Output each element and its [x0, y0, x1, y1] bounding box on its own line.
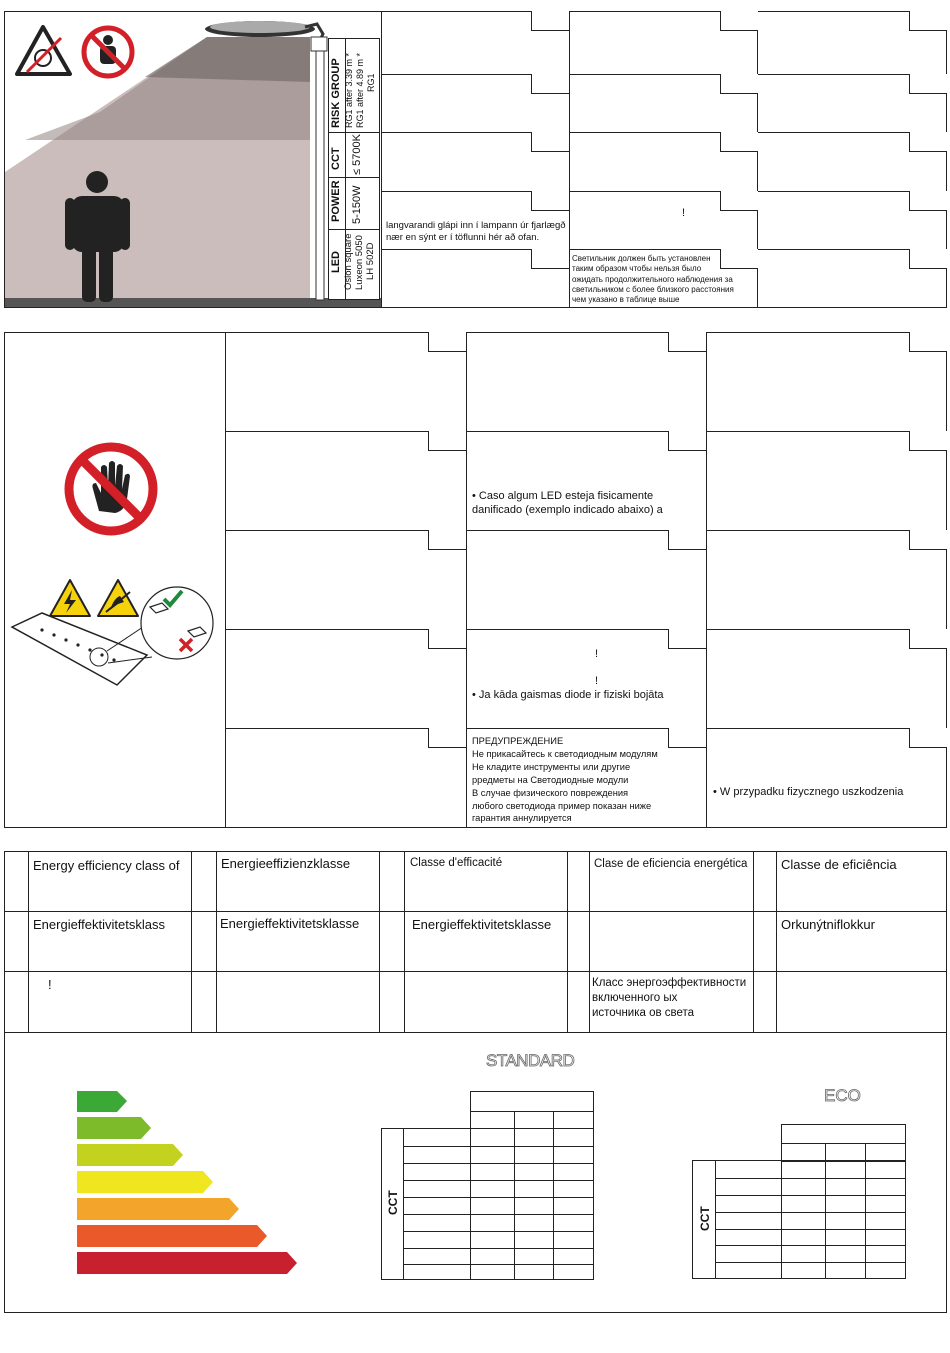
eco-cct-label: CCT: [698, 1206, 712, 1231]
label-de: Energieeffizienzklasse: [221, 856, 351, 871]
label-row3-exclaim: !: [48, 977, 52, 992]
led-value-2: Luxeon 5050: [354, 235, 365, 290]
led-value-3: LH 502D: [365, 242, 376, 280]
no-magnifier-warning-icon: [15, 24, 75, 80]
label-en: Energy efficiency class of: [33, 858, 180, 873]
energy-arrow-2: [77, 1117, 151, 1139]
standard-cct-label: CCT: [386, 1190, 400, 1215]
no-touch-icon: [63, 441, 159, 537]
exclaim-mark-2: !: [595, 675, 599, 687]
energy-arrow-1: [77, 1091, 127, 1112]
led-header: LED: [330, 251, 342, 273]
no-children-icon: [80, 24, 136, 80]
label-es: Clase de eficiencia energética: [594, 858, 748, 870]
glare-illustration: [5, 12, 382, 307]
risk-group-line-3: RG1: [366, 73, 376, 92]
risk-group-line-1: RG1 after 3.39 m *: [344, 52, 354, 128]
energy-class-scale: [77, 1089, 307, 1289]
risk-group-header: RISK GROUP: [330, 58, 342, 128]
latvian-warning: • Ja kāda gaismas diode ir fiziski bojāta: [472, 689, 664, 701]
portuguese-warning: • Caso algum LED esteja fisicamente danificado (exemplo indicado abaixo) a: [472, 490, 663, 516]
exclaim-mark-1: !: [595, 648, 599, 660]
power-header: POWER: [330, 180, 342, 222]
eco-table: [692, 1124, 907, 1280]
cct-header: CCT: [330, 147, 342, 170]
led-module-illustration: [12, 585, 222, 695]
cct-value: ≤ 5700K: [351, 134, 363, 175]
energy-arrow-4: [77, 1171, 213, 1193]
energy-arrow-3: [77, 1144, 183, 1166]
energy-arrow-5: [77, 1198, 239, 1220]
label-pt: Classe de eficiência: [781, 857, 897, 872]
power-value: 5-150W: [351, 185, 363, 224]
section3-grid: [5, 852, 946, 1033]
standard-table: [381, 1091, 595, 1281]
risk-group-line-2: RG1 after 4.89 m *: [355, 52, 365, 128]
label-sv: Energieffektivitetsklass: [33, 917, 165, 932]
energy-arrow-6: [77, 1225, 267, 1247]
energy-arrow-7: [77, 1252, 297, 1274]
label-no: Energieffektivitetsklasse: [220, 916, 360, 931]
exclaim-mark: !: [682, 207, 686, 219]
eco-title: ECO: [824, 1086, 861, 1105]
polish-warning: • W przypadku fizycznego uszkodzenia: [713, 786, 904, 798]
led-value-1: Oslon square: [343, 233, 354, 290]
label-is: Orkunýtniflokkur: [781, 917, 875, 932]
label-da: Energieffektivitetsklasse: [412, 917, 552, 932]
label-fr: Classe d'efficacité: [410, 857, 503, 869]
icelandic-warning: langvarandi glápi inn í lampann úr fjarlægð nær en sýnt er í töflunni hér að ofan.: [386, 220, 566, 243]
russian-handling-warning: ПРЕДУПРЕЖДЕНИЕ Не прикасайтесь к светодиодным модулям Не кладите инструменты или другие pредметы на Светодиодные модули В случае физического повреждения любого светодиода пример показан ниже гарантия аннулируется: [472, 736, 658, 824]
standard-title: STANDARD: [486, 1051, 575, 1070]
russian-warning: Светильник должен быть установлен таким образом чтобы нельзя было ожидать продолжительного наблюдения за светильником с более близкого расстояния чем указано в таблице выше: [572, 254, 734, 305]
label-ru: Класс энергоэффективности включенного ых источника ов света: [592, 977, 747, 1019]
